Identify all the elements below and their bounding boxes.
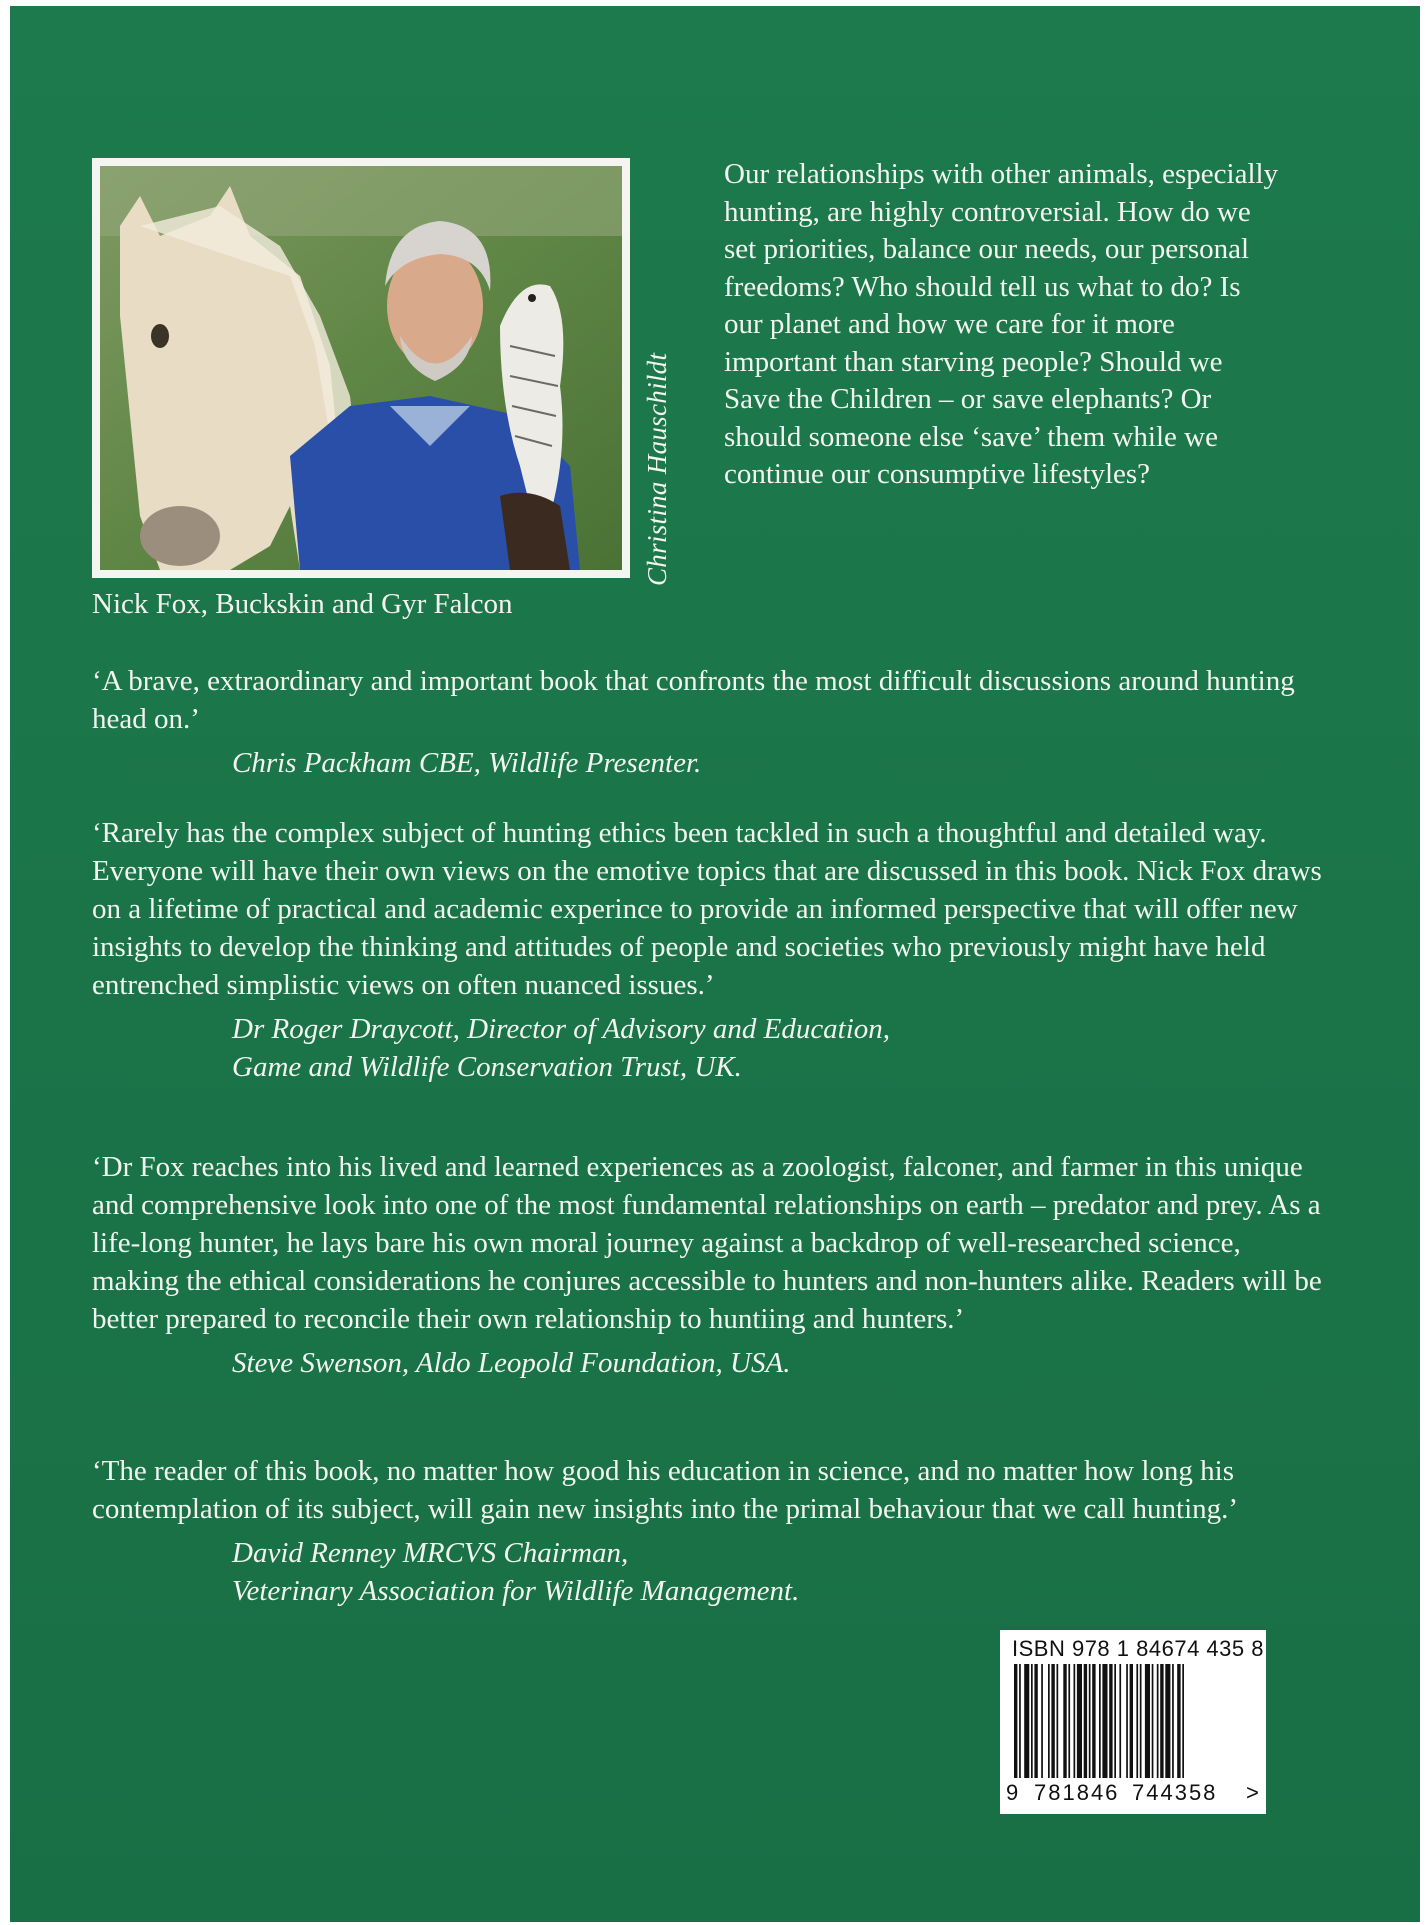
barcode-bar (1145, 1664, 1150, 1778)
barcode-bar (1034, 1664, 1037, 1778)
barcode-bar (1051, 1664, 1054, 1778)
barcode-bar (1057, 1664, 1059, 1778)
review-text: ‘Dr Fox reaches into his lived and learned experiences as a zoologist, falconer, and farmer in this unique and comprehensive look into one of the most fundamental relationships on earth – predator and prey. As a life-long hunter, he lays bare his own moral journey against a backdrop of well-researched science, making the ethical considerations he conjures accessible to hunters and non-hunters alike. Readers will be better prepared to reconcile their own relationship to huntiing and hunters.’ (92, 1151, 1322, 1335)
review-quote (92, 1452, 1322, 1610)
barcode-bar (1014, 1664, 1017, 1778)
back-cover (10, 6, 1420, 1922)
barcode-bars (1014, 1664, 1252, 1782)
review-quote (92, 1148, 1322, 1382)
barcode-bar (1102, 1664, 1107, 1778)
review-attribution: Steve Swenson, Aldo Leopold Foundation, USA. (232, 1347, 791, 1379)
barcode-bar (1099, 1664, 1101, 1778)
barcode-bar (1077, 1664, 1082, 1778)
author-photo-frame (92, 158, 630, 578)
barcode-bar (1063, 1664, 1066, 1778)
ean-first-digit: 9 (1006, 1780, 1019, 1805)
barcode-bar (1182, 1664, 1184, 1778)
review-attribution: David Renney MRCVS Chairman, (232, 1537, 629, 1569)
ean-left-group: 781846 (1034, 1780, 1120, 1805)
review-text: ‘The reader of this book, no matter how good his education in science, and no matter how long his contemplation of its subject, will gain new insights into the primal behaviour that we call hunting.’ (92, 1455, 1239, 1525)
barcode-bar (1140, 1664, 1142, 1778)
barcode-bar (1177, 1664, 1180, 1778)
barcode-bar (1157, 1664, 1159, 1778)
barcode-bar (1019, 1664, 1021, 1778)
barcode-bar (1126, 1664, 1128, 1778)
ean-right-group: 744358 (1132, 1780, 1218, 1805)
barcode-bar (1130, 1664, 1133, 1778)
barcode-bar (1031, 1664, 1033, 1778)
barcode-bar (1136, 1664, 1138, 1778)
review-attribution: Game and Wildlife Conservation Trust, UK. (232, 1051, 742, 1083)
isbn-barcode (1000, 1630, 1266, 1814)
ean-quiet-mark: > (1246, 1780, 1259, 1805)
barcode-bar (1114, 1664, 1116, 1778)
author-photo (100, 166, 622, 570)
barcode-bar (1119, 1664, 1121, 1778)
photo-caption: Nick Fox, Buckskin and Gyr Falcon (92, 588, 513, 620)
barcode-bar (1109, 1664, 1112, 1778)
review-quote (92, 814, 1322, 1086)
review-quote (92, 662, 1322, 782)
review-text: ‘A brave, extraordinary and important book that confronts the most difficult discussions around hunting head on.’ (92, 665, 1295, 735)
review-attribution: Dr Roger Draycott, Director of Advisory and Education, (232, 1013, 891, 1045)
barcode-bar (1048, 1664, 1050, 1778)
author-photo-image (100, 166, 622, 570)
intro-text: Our relationships with other animals, especially hunting, are highly controversial. How do we set priorities, balance our needs, our personal freedoms? Who should tell us what to do? Is our planet and how we care for it more important than starving people? Should we Save the Children – or save elephants? Or should someone else ‘save’ them while we continue our consumptive lifestyles? (724, 158, 1279, 490)
barcode-bar (1172, 1664, 1174, 1778)
review-attribution: Veterinary Association for Wildlife Management. (232, 1575, 800, 1607)
review-text: ‘Rarely has the complex subject of hunting ethics been tackled in such a thoughtful and detailed way. Everyone will have their own views on the emotive topics that are discussed in this book. Nick Fox draws on a lifetime of practical and academic experince to provide an informed perspective that will offer new insights to develop the thinking and attitudes of people and societies who previously might have held entrenched simplistic views on often nuanced issues.’ (92, 817, 1322, 1001)
barcode-bar (1089, 1664, 1091, 1778)
isbn-label: ISBN 978 1 84674 435 8 (1012, 1636, 1264, 1661)
photo-credit: Christina Hauschildt (642, 352, 672, 586)
barcode-bar (1084, 1664, 1087, 1778)
review-attribution: Chris Packham CBE, Wildlife Presenter. (232, 747, 702, 779)
barcode-bar (1041, 1664, 1043, 1778)
barcode-bar (1024, 1664, 1029, 1778)
barcode-bar (1160, 1664, 1163, 1778)
barcode-bar (1074, 1664, 1076, 1778)
barcode-bar (1152, 1664, 1154, 1778)
barcode-bar (1092, 1664, 1095, 1778)
barcode-bar (1165, 1664, 1170, 1778)
barcode-bar (1068, 1664, 1070, 1778)
